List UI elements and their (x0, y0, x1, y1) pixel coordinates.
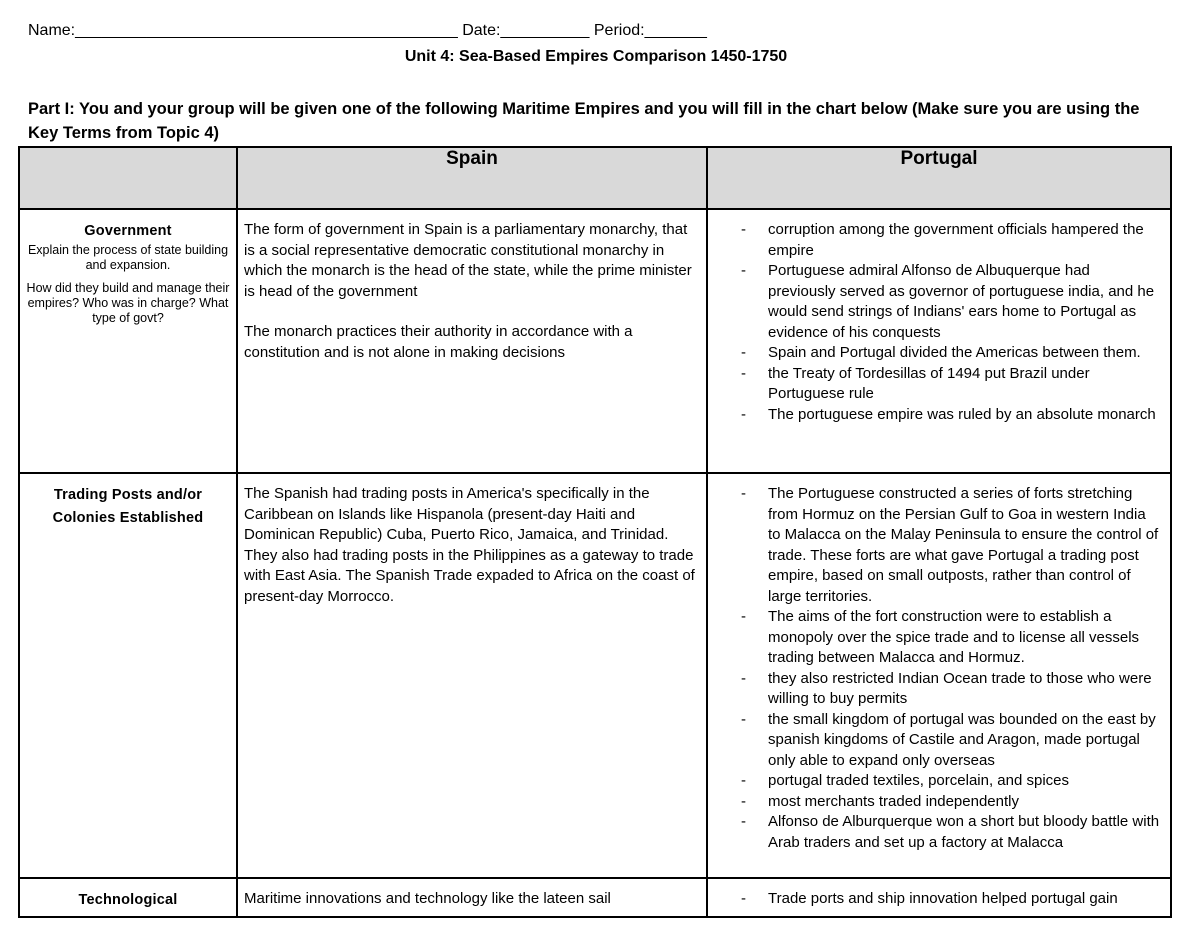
bullet-list (708, 474, 1170, 857)
table-header-row (19, 147, 1171, 209)
list-item: - The Portuguese constructed a series of forts stretching from Hormuz on the Persian Gulf to Goa in western India to Malacca on the Malay Peninsula to ensure the control of trade. These forts are what gave Portugal a trading post empire, based on small outposts, rather than control of large territories. (708, 484, 1160, 607)
spain-cell (237, 209, 707, 473)
spain-cell (237, 473, 707, 878)
spain-cell (237, 878, 707, 917)
row-label-cell (19, 209, 237, 473)
list-item: - portugal traded textiles, porcelain, and spices (708, 771, 1160, 792)
list-item: - Alfonso de Alburquerque won a short but bloody battle with Arab traders and set up a factory at Malacca (708, 812, 1160, 853)
row-label-cell (19, 473, 237, 878)
table-row-government (19, 209, 1171, 473)
row-sublabel: How did they build and manage their empires? Who was in charge? What type of govt? (26, 281, 230, 325)
row-label: Trading Posts and/or Colonies Established (52, 487, 204, 526)
list-item: - The portuguese empire was ruled by an absolute monarch (708, 405, 1160, 426)
row-label-cell (19, 878, 237, 917)
header-portugal: Portugal (707, 147, 1171, 209)
bullet-list (708, 879, 1170, 914)
list-item: - the small kingdom of portugal was bounded on the east by spanish kingdoms of Castile and Aragon, made portugal only able to expand only overseas (708, 710, 1160, 772)
table-row-trading-posts (19, 473, 1171, 878)
row-label: Government (84, 223, 172, 239)
row-sublabel: Explain the process of state building and expansion. (27, 243, 229, 272)
paragraph: The Spanish had trading posts in America's specifically in the Caribbean on Islands like Hispanola (present-day Haiti and Dominican Republic) Cuba, Puerto Rico, Jamaica, and Trinidad. They also had trading posts in the Philippines as a gateway to trade with East Asia. The Spanish Trade expaded to Africa on the coast of present-day Morrocco. (244, 485, 695, 605)
paragraph: The form of government in Spain is a parliamentary monarchy, that is a social representative democratic constitutional monarchy in which the monarch is the head of the state, while the prime minister is head of the government (244, 221, 692, 300)
list-item: - the Treaty of Tordesillas of 1494 put Brazil under Portuguese rule (708, 364, 1160, 405)
paragraph: Maritime innovations and technology like the lateen sail (244, 890, 611, 907)
list-item: - Spain and Portugal divided the Americas between them. (708, 343, 1160, 364)
list-item: - Trade ports and ship innovation helped portugal gain (708, 889, 1160, 910)
table-row-technological (19, 878, 1171, 917)
comparison-table (18, 146, 1172, 918)
instructions: Part I: You and your group will be given one of the following Maritime Empires and you will fill in the chart below (Make sure you are using the Key Terms from Topic 4) (28, 100, 1140, 142)
row-label: Technological (78, 892, 178, 908)
list-item: - they also restricted Indian Ocean trade to those who were willing to buy permits (708, 669, 1160, 710)
bullet-list (708, 210, 1170, 429)
list-item: - Portuguese admiral Alfonso de Albuquerque had previously served as governor of portuguese india, and he would send strings of Indians' ears home to Portugal as evidence of his conquests (708, 261, 1160, 343)
page-title: Unit 4: Sea-Based Empires Comparison 1450-1750 (404, 48, 788, 65)
paragraph: The monarch practices their authority in accordance with a constitution and is not alone in making decisions (244, 323, 633, 361)
list-item: - The aims of the fort construction were to establish a monopoly over the spice trade and to license all vessels trading between Malacca and Hormuz. (708, 607, 1160, 669)
name-date-period-line: Name:___________________________________________ Date:__________ Period:_______ (28, 22, 707, 39)
list-item: - corruption among the government officials hampered the empire (708, 220, 1160, 261)
portugal-cell (707, 878, 1171, 917)
list-item: - most merchants traded independently (708, 792, 1160, 813)
portugal-cell (707, 209, 1171, 473)
portugal-cell (707, 473, 1171, 878)
header-spain: Spain (237, 147, 707, 209)
header-empty-cell (19, 147, 237, 209)
